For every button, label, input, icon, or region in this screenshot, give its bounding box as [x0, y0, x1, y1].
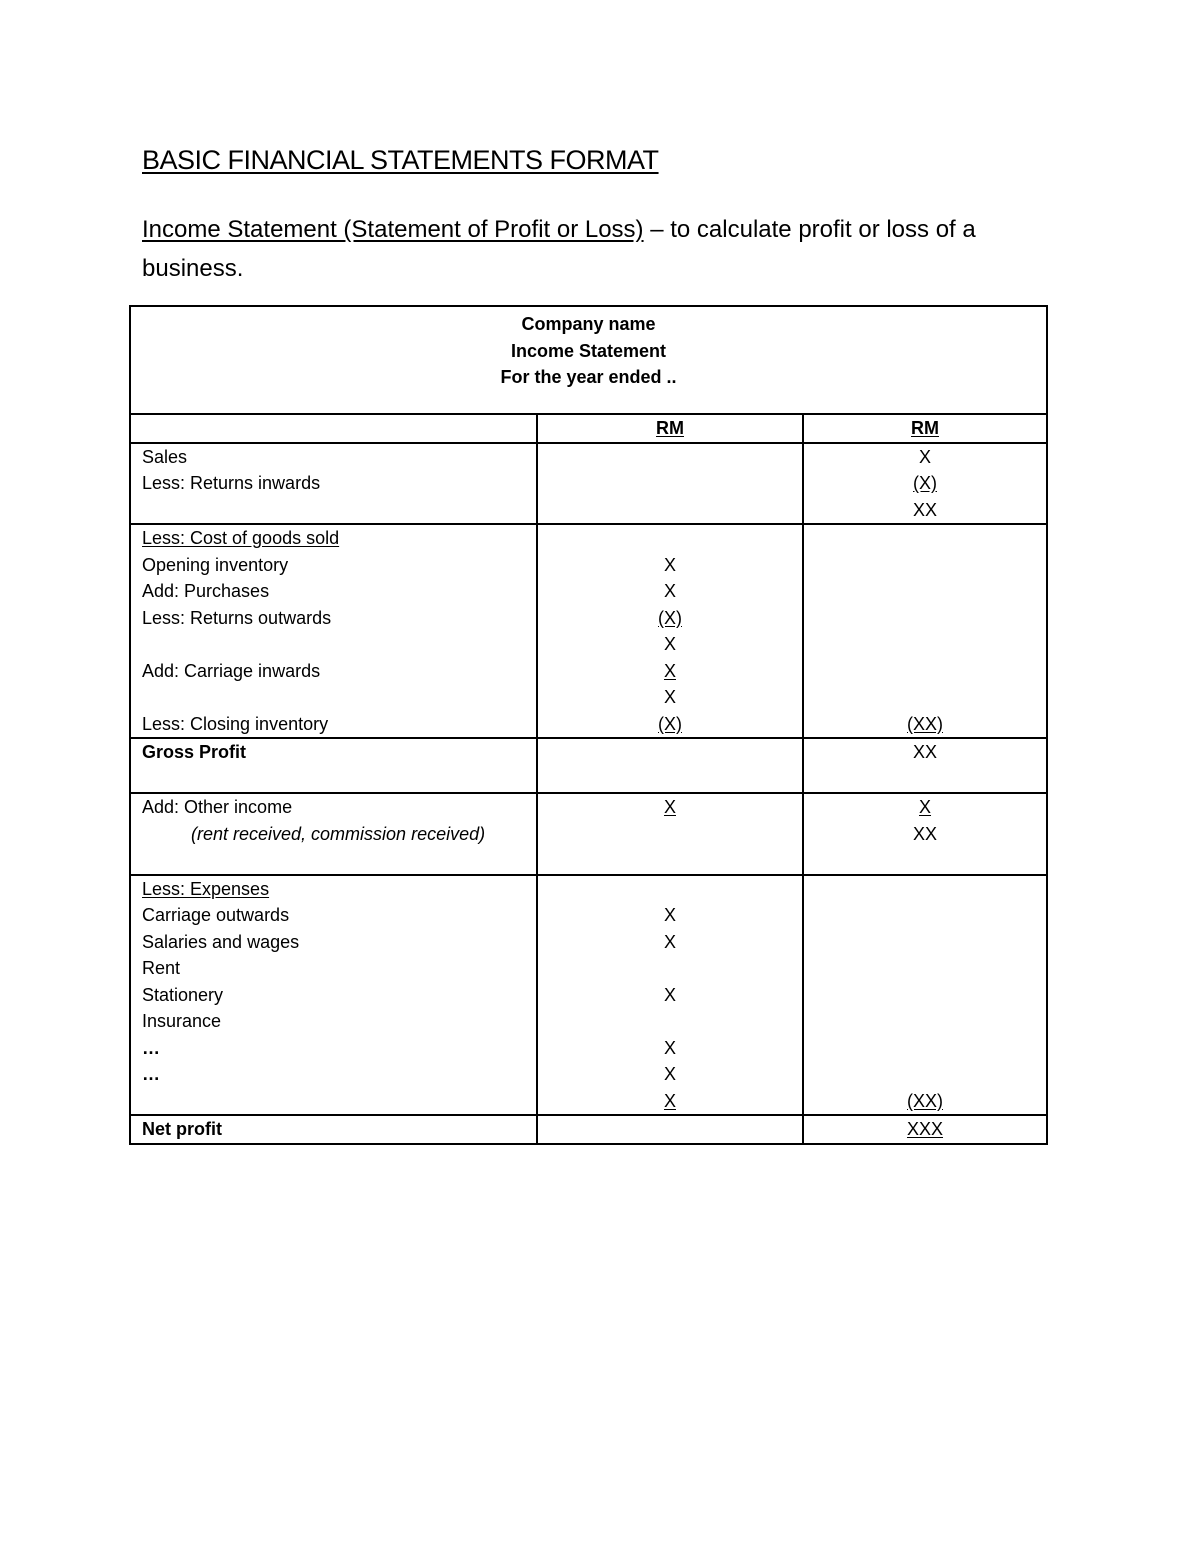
other-income-col2: [537, 793, 803, 875]
other-income-label: Add: Other income: [142, 797, 293, 817]
net-profit-col3: [803, 1115, 1047, 1144]
cogs-total-amount: (XX): [907, 713, 943, 734]
gross-profit-amount: XX: [913, 742, 938, 762]
subtotal-2-amount: X: [663, 687, 676, 707]
other-income-amount-col3: X: [919, 797, 932, 817]
statement-name: Income Statement: [510, 340, 667, 361]
closing-inventory-amount: (X): [658, 713, 682, 734]
expenses-col2: [537, 875, 803, 1116]
purchases-amount: X: [663, 581, 676, 601]
expenses-col3: [803, 875, 1047, 1116]
page-title: BASIC FINANCIAL STATEMENTS FORMAT: [142, 145, 659, 175]
section-heading: Income Statement (Statement of Profit or Loss): [142, 216, 644, 243]
net-profit-col2: [537, 1115, 803, 1144]
sales-row: [130, 443, 1047, 525]
other-income-amount-col2: X: [663, 797, 676, 817]
income-statement-table: [129, 305, 1048, 1145]
cogs-row: [130, 524, 1047, 738]
opening-inventory-amount: X: [663, 554, 676, 575]
last-expense-amount: X: [663, 1090, 676, 1111]
sales-labels: [130, 443, 537, 525]
salaries-amount: X: [663, 931, 676, 952]
intro-paragraph: [142, 210, 1072, 288]
more-expenses-2-label: …: [142, 1064, 160, 1084]
cogs-col2: [537, 524, 803, 738]
expenses-row: [130, 875, 1047, 1116]
currency-label-cell: [130, 414, 537, 443]
gross-profit-label-cell: [130, 738, 537, 793]
net-profit-label: Net profit: [142, 1119, 222, 1139]
more-expenses-1-amount: X: [663, 1037, 676, 1058]
carriage-outwards-amount: X: [663, 905, 676, 925]
currency-col3: [803, 414, 1047, 443]
returns-outwards-label: Less: Returns outwards: [142, 607, 332, 628]
returns-outwards-amount: (X): [658, 607, 682, 628]
net-sales-amount: XX: [913, 499, 938, 520]
carriage-inwards-amount: X: [663, 660, 676, 681]
gross-profit-col3: [803, 738, 1047, 793]
purchases-label: Add: Purchases: [142, 581, 270, 601]
gross-profit-row: [130, 738, 1047, 793]
sales-amount: X: [919, 446, 932, 467]
other-income-labels: [130, 793, 537, 875]
expenses-total-amount: (XX): [907, 1090, 943, 1111]
gross-profit-label: Gross Profit: [142, 742, 247, 762]
currency-row: [130, 414, 1047, 443]
cogs-labels: [130, 524, 537, 738]
subtotal-1-amount: X: [663, 634, 676, 654]
closing-inventory-label: Less: Closing inventory: [142, 713, 329, 734]
opening-inventory-label: Opening inventory: [142, 554, 289, 575]
net-profit-row: [130, 1115, 1047, 1144]
cogs-col3: [803, 524, 1047, 738]
sales-col2: [537, 443, 803, 525]
rent-label: Rent: [142, 958, 181, 978]
net-profit-amount: XXX: [906, 1119, 944, 1139]
cogs-heading: Less: Cost of goods sold: [142, 528, 340, 548]
section-description: – to calculate profit or loss of a business.: [142, 216, 976, 282]
carriage-outwards-label: Carriage outwards: [142, 905, 290, 925]
net-profit-label-cell: [130, 1115, 537, 1144]
other-income-row: [130, 793, 1047, 875]
currency-col3-text: RM: [911, 418, 939, 438]
salaries-label: Salaries and wages: [142, 931, 300, 952]
insurance-label: Insurance: [142, 1011, 222, 1031]
stationery-amount: X: [663, 984, 676, 1005]
other-income-total-amount: XX: [913, 823, 938, 844]
stationery-label: Stationery: [142, 984, 224, 1005]
statement-period: For the year ended ..: [500, 367, 677, 387]
currency-col2-text: RM: [656, 418, 684, 438]
other-income-col3: [803, 793, 1047, 875]
carriage-inwards-label: Add: Carriage inwards: [142, 660, 321, 681]
currency-col2: [537, 414, 803, 443]
gross-profit-col2: [537, 738, 803, 793]
returns-inwards-label: Less: Returns inwards: [142, 473, 321, 493]
sales-label: Sales: [142, 446, 188, 467]
other-income-detail: (rent received, commission received): [191, 823, 486, 844]
statement-header: [130, 306, 1047, 414]
expenses-heading: Less: Expenses: [142, 878, 270, 899]
more-expenses-1-label: …: [142, 1037, 160, 1058]
more-expenses-2-amount: X: [663, 1064, 676, 1084]
company-name: Company name: [521, 314, 656, 334]
statement-header-row: [130, 306, 1047, 414]
sales-col3: [803, 443, 1047, 525]
returns-inwards-amount: (X): [913, 473, 937, 493]
expenses-labels: [130, 875, 537, 1116]
